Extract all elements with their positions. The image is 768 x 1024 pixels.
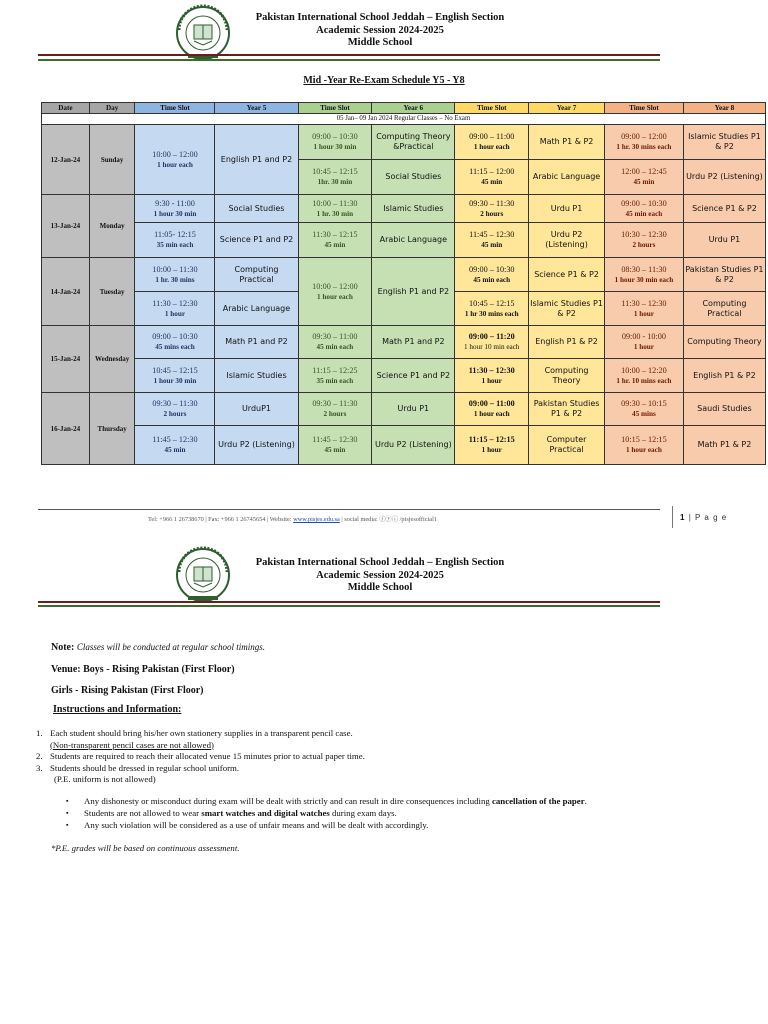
timeslot-cell bbox=[604, 426, 683, 465]
duration: 1 hour each bbox=[157, 160, 193, 169]
subject-cell: Computing Theory bbox=[683, 326, 765, 359]
timeslot-cell bbox=[604, 125, 683, 160]
time-range: 09:30 – 11:30 bbox=[312, 399, 358, 408]
day-cell: Monday bbox=[89, 195, 135, 258]
duration: 1 hour 30 min bbox=[313, 143, 357, 151]
time-range: 10:00 – 11:30 bbox=[152, 264, 198, 274]
subject-cell: Urdu P1 bbox=[683, 223, 765, 258]
duration: 1 hour each bbox=[473, 410, 510, 418]
subject-cell: Urdu P2 (Listening) bbox=[529, 223, 605, 258]
duration: 1 hour 30 min bbox=[153, 376, 197, 385]
subject-cell: Social Studies bbox=[215, 195, 298, 223]
timeslot-cell bbox=[455, 393, 529, 426]
venue-boys: Venue: Boys - Rising Pakistan (First Floor) bbox=[51, 664, 235, 675]
duration: 35 min each bbox=[156, 241, 194, 249]
header-divider-top bbox=[38, 601, 660, 603]
duration: 45 min bbox=[164, 446, 186, 454]
header-divider-bottom bbox=[38, 605, 660, 607]
duration: 1 hr 30 mins each bbox=[464, 309, 519, 318]
timeslot-cell bbox=[604, 195, 683, 223]
time-range: 11:30 – 12:15 bbox=[312, 230, 358, 239]
school-logo-seal-icon bbox=[170, 4, 236, 66]
instructions-heading: Instructions and Information: bbox=[53, 704, 182, 715]
timeslot-cell bbox=[604, 223, 683, 258]
timeslot-cell bbox=[455, 326, 529, 359]
timeslot-cell bbox=[604, 292, 683, 326]
duration: 1 hour 30 min each bbox=[614, 275, 674, 284]
social-media-icons[interactable]: ⓕⓨⓘ bbox=[379, 516, 399, 523]
duration: 1hr. 30 min bbox=[317, 178, 353, 186]
timeslot-cell bbox=[604, 359, 683, 393]
timeslot-cell bbox=[455, 359, 529, 393]
table-row bbox=[42, 223, 766, 258]
table-row bbox=[42, 326, 766, 359]
timeslot-cell bbox=[298, 326, 372, 359]
list-item bbox=[36, 763, 736, 786]
duration: 45 min bbox=[324, 446, 346, 454]
time-range: 10:30 – 12:30 bbox=[621, 230, 667, 239]
timeslot-cell bbox=[455, 223, 529, 258]
academic-session: Academic Session 2024-2025 bbox=[316, 24, 444, 36]
subject-cell: Islamic Studies P1 & P2 bbox=[529, 292, 605, 326]
time-range: 09:30 – 11:30 bbox=[152, 399, 198, 408]
duration: 1 hour bbox=[164, 309, 186, 318]
footer-social-label: | social media: bbox=[341, 516, 378, 523]
timeslot-cell bbox=[604, 393, 683, 426]
subject-cell: Math P1 and P2 bbox=[215, 326, 298, 359]
footer-separator bbox=[672, 506, 673, 528]
col-header-year7: Year 7 bbox=[529, 103, 605, 114]
duration: 1 hr. 30 mins bbox=[155, 275, 195, 284]
note-label: Note: bbox=[51, 642, 75, 653]
duration: 1 hour bbox=[633, 343, 654, 351]
subject-cell: Math P1 & P2 bbox=[683, 426, 765, 465]
time-range: 09:00 - 10:00 bbox=[621, 332, 666, 341]
subject-cell: Urdu P1 bbox=[372, 393, 455, 426]
duration: 1 hour bbox=[633, 309, 654, 318]
timeslot-cell bbox=[298, 125, 372, 160]
footer-contact: Tel: +966 1 26738670 | Fax: +966 1 26745654 | Website: bbox=[148, 516, 292, 523]
timeslot-cell bbox=[135, 426, 215, 465]
table-row bbox=[42, 258, 766, 292]
footer-contact-info bbox=[148, 514, 628, 523]
col-header-timeslot-y8: Time Slot bbox=[604, 103, 683, 114]
list-item bbox=[36, 728, 736, 751]
time-range: 11:05- 12:15 bbox=[154, 230, 196, 239]
list-item bbox=[66, 795, 746, 807]
rule-text-end: during exam days. bbox=[329, 808, 397, 818]
time-range: 12:00 – 12:45 bbox=[621, 167, 667, 176]
page-number-value: 1 bbox=[680, 513, 686, 522]
duration: 45 min each bbox=[473, 275, 511, 284]
time-range: 11:30 – 12:30 bbox=[152, 298, 198, 308]
timeslot-cell bbox=[455, 426, 529, 465]
timeslot-cell bbox=[135, 195, 215, 223]
time-range: 09:00 – 11:00 bbox=[469, 132, 515, 141]
time-range: 10:00 – 12:00 bbox=[312, 281, 358, 291]
subject-cell: English P1 & P2 bbox=[683, 359, 765, 393]
col-header-day: Day bbox=[89, 103, 135, 114]
timeslot-cell bbox=[135, 125, 215, 195]
time-range: 11:15 – 12:25 bbox=[312, 365, 358, 375]
item-number: 1. bbox=[36, 728, 43, 738]
table-row bbox=[42, 393, 766, 426]
academic-session: Academic Session 2024-2025 bbox=[316, 569, 444, 581]
duration: 1 hour each bbox=[317, 292, 353, 301]
timeslot-cell bbox=[298, 426, 372, 465]
col-header-year6: Year 6 bbox=[372, 103, 455, 114]
rule-emphasis: cancellation of the paper bbox=[492, 796, 585, 806]
duration: 45 min each bbox=[316, 343, 354, 351]
list-item bbox=[36, 751, 736, 763]
duration: 45 min bbox=[324, 241, 346, 249]
time-range: 10:00 – 12:20 bbox=[621, 365, 667, 375]
schedule-title: Mid -Year Re-Exam Schedule Y5 - Y8 bbox=[303, 75, 465, 86]
bullet-icon: ▪ bbox=[66, 797, 69, 805]
date-cell: 13-Jan-24 bbox=[42, 195, 90, 258]
day-cell: Thursday bbox=[89, 393, 135, 465]
duration: 1 hour each bbox=[626, 446, 662, 454]
time-range: 09:00 – 10:30 bbox=[621, 198, 667, 208]
time-range: 11:15 – 12:00 bbox=[469, 167, 515, 176]
col-header-year8: Year 8 bbox=[683, 103, 765, 114]
subject-cell: Urdu P1 bbox=[529, 195, 605, 223]
table-row bbox=[42, 359, 766, 393]
duration: 1 hr. 30 min bbox=[316, 209, 354, 218]
time-range: 10:45 – 12:15 bbox=[312, 167, 358, 176]
header-divider-bottom bbox=[38, 59, 660, 61]
subject-cell: Islamic Studies P1 & P2 bbox=[683, 125, 765, 160]
school-title-block bbox=[230, 557, 530, 595]
item-text: Each student should bring his/her own stationery supplies in a transparent pencil case. bbox=[50, 728, 353, 738]
subject-cell: Math P1 and P2 bbox=[372, 326, 455, 359]
day-cell: Sunday bbox=[89, 125, 135, 195]
subject-cell: Computing Theory &Practical bbox=[372, 125, 455, 160]
timeslot-cell bbox=[298, 258, 372, 326]
timeslot-cell bbox=[604, 160, 683, 195]
subject-cell: Pakistan Studies P1 & P2 bbox=[529, 393, 605, 426]
duration: 1 hr. 10 mins each bbox=[616, 376, 672, 385]
timeslot-cell bbox=[135, 223, 215, 258]
time-range: 09:00 – 11:20 bbox=[468, 332, 515, 341]
duration: 1 hr. 30 mins each bbox=[616, 143, 672, 151]
time-range: 11:45 – 12:30 bbox=[469, 230, 515, 239]
time-range: 11:30 – 12:30 bbox=[621, 298, 667, 308]
item-number: 3. bbox=[36, 762, 43, 773]
time-range: 11:15 – 12:15 bbox=[468, 435, 515, 444]
time-range: 10:00 – 12:00 bbox=[152, 149, 198, 159]
note bbox=[51, 642, 265, 653]
duration: 2 hours bbox=[323, 410, 347, 418]
item-subnote: (Non-transparent pencil cases are not allowed) bbox=[50, 739, 214, 750]
table-note-row bbox=[42, 114, 766, 125]
duration: 1 hour each bbox=[473, 143, 510, 151]
venue-girls: Girls - Rising Pakistan (First Floor) bbox=[51, 685, 204, 696]
item-text: Students are required to reach their allocated venue 15 minutes prior to actual paper time. bbox=[50, 751, 365, 761]
duration: 45 min bbox=[481, 241, 503, 249]
duration: 1 hour 30 min bbox=[153, 209, 197, 218]
time-range: 10:15 – 12:15 bbox=[621, 435, 667, 444]
timeslot-cell bbox=[135, 359, 215, 393]
subject-cell: Social Studies bbox=[372, 160, 455, 195]
subject-cell: Math P1 & P2 bbox=[529, 125, 605, 160]
timeslot-cell bbox=[455, 292, 529, 326]
timeslot-cell bbox=[604, 326, 683, 359]
time-range: 9:30 - 11:00 bbox=[155, 198, 195, 208]
subject-cell: English P1 and P2 bbox=[215, 125, 298, 195]
item-text: Students should be dressed in regular school uniform. bbox=[50, 762, 240, 773]
day-cell: Tuesday bbox=[89, 258, 135, 326]
time-range: 09:00 – 10:30 bbox=[469, 264, 515, 274]
time-range: 11:45 – 12:30 bbox=[152, 435, 198, 444]
school-section: Middle School bbox=[347, 582, 413, 593]
subject-cell: UrduP1 bbox=[215, 393, 298, 426]
bullet-icon: ▪ bbox=[66, 821, 69, 829]
subject-cell: Arabic Language bbox=[529, 160, 605, 195]
subject-cell: Computing Practical bbox=[215, 258, 298, 292]
duration: 1 hour bbox=[481, 376, 502, 385]
subject-cell: Computing Theory bbox=[529, 359, 605, 393]
subject-cell: Science P1 & P2 bbox=[529, 258, 605, 292]
duration: 45 min bbox=[633, 178, 655, 186]
timeslot-cell bbox=[298, 160, 372, 195]
time-range: 09:30 – 11:30 bbox=[469, 198, 515, 208]
list-item bbox=[66, 819, 746, 831]
col-header-timeslot-y6: Time Slot bbox=[298, 103, 372, 114]
timeslot-cell bbox=[455, 125, 529, 160]
date-cell: 16-Jan-24 bbox=[42, 393, 90, 465]
time-range: 11:45 – 12:30 bbox=[312, 435, 358, 444]
item-number: 2. bbox=[36, 751, 43, 761]
subject-cell: Science P1 and P2 bbox=[372, 359, 455, 393]
time-range: 11:30 – 12:30 bbox=[468, 365, 515, 375]
timeslot-cell bbox=[135, 258, 215, 292]
social-handle: /pisjesofficial1 bbox=[399, 516, 437, 523]
timeslot-cell bbox=[135, 393, 215, 426]
date-cell: 14-Jan-24 bbox=[42, 258, 90, 326]
date-cell: 15-Jan-24 bbox=[42, 326, 90, 393]
duration: 1 hour bbox=[481, 446, 502, 454]
subject-cell: Urdu P2 (Listening) bbox=[683, 160, 765, 195]
duration: 2 hours bbox=[632, 241, 656, 249]
school-name: Pakistan International School Jeddah – English Section bbox=[255, 12, 505, 23]
date-cell: 12-Jan-24 bbox=[42, 125, 90, 195]
subject-cell: Islamic Studies bbox=[372, 195, 455, 223]
rule-text: Any dishonesty or misconduct during exam will be dealt with strictly and can result in dire consequences including bbox=[84, 796, 492, 806]
time-range: 10:45 – 12:15 bbox=[469, 298, 515, 308]
bullet-icon: ▪ bbox=[66, 809, 69, 817]
duration: 45 mins bbox=[632, 410, 656, 418]
page-number bbox=[680, 513, 727, 522]
duration: 1 hour 10 min each bbox=[464, 343, 520, 351]
website-link[interactable]: www.pisjes.edu.sa bbox=[293, 516, 340, 523]
page-label: | P a g e bbox=[688, 513, 728, 522]
duration: 45 min bbox=[481, 178, 503, 186]
subject-cell: Arabic Language bbox=[372, 223, 455, 258]
school-logo bbox=[170, 546, 236, 608]
time-range: 09:30 – 11:00 bbox=[312, 332, 358, 341]
table-row bbox=[42, 125, 766, 160]
duration: 45 mins each bbox=[155, 343, 195, 351]
subject-cell: Computer Practical bbox=[529, 426, 605, 465]
subject-cell: Urdu P2 (Listening) bbox=[372, 426, 455, 465]
school-section: Middle School bbox=[347, 37, 413, 48]
subject-cell: Islamic Studies bbox=[215, 359, 298, 393]
school-title-block bbox=[230, 12, 530, 50]
rule-emphasis: smart watches and digital watches bbox=[201, 808, 330, 818]
exam-schedule-table bbox=[41, 102, 766, 465]
rule-text: Any such violation will be considered as a use of unfair means and will be dealt with accordingly. bbox=[84, 820, 429, 830]
subject-cell: Computing Practical bbox=[683, 292, 765, 326]
regular-classes-note: 05 Jan– 09 Jan 2024 Regular Classes – No Exam bbox=[42, 114, 766, 125]
table-row bbox=[42, 426, 766, 465]
timeslot-cell bbox=[455, 195, 529, 223]
day-cell: Wednesday bbox=[89, 326, 135, 393]
table-row bbox=[42, 195, 766, 223]
duration: 45 min each bbox=[625, 209, 663, 218]
timeslot-cell bbox=[298, 359, 372, 393]
timeslot-cell bbox=[455, 258, 529, 292]
col-header-year5: Year 5 bbox=[215, 103, 298, 114]
duration: 35 min each bbox=[316, 376, 354, 385]
subject-cell: Science P1 and P2 bbox=[215, 223, 298, 258]
school-name: Pakistan International School Jeddah – English Section bbox=[255, 557, 505, 568]
time-range: 09:00 – 10:30 bbox=[312, 132, 358, 141]
duration: 2 hours bbox=[480, 209, 504, 218]
subject-cell: English P1 & P2 bbox=[529, 326, 605, 359]
time-range: 09:00 – 10:30 bbox=[152, 332, 198, 341]
school-logo bbox=[170, 4, 236, 66]
footer-divider bbox=[38, 509, 660, 510]
school-logo-seal-icon bbox=[170, 546, 236, 608]
rule-text: Students are not allowed to wear bbox=[84, 808, 202, 818]
col-header-date: Date bbox=[42, 103, 90, 114]
subject-cell: Urdu P2 (Listening) bbox=[215, 426, 298, 465]
subject-cell: Pakistan Studies P1 & P2 bbox=[683, 258, 765, 292]
col-header-timeslot-y7: Time Slot bbox=[455, 103, 529, 114]
timeslot-cell bbox=[298, 393, 372, 426]
table-header-row bbox=[42, 103, 766, 114]
time-range: 09:00 – 11:00 bbox=[468, 399, 515, 408]
timeslot-cell bbox=[455, 160, 529, 195]
timeslot-cell bbox=[604, 258, 683, 292]
timeslot-cell bbox=[298, 195, 372, 223]
subject-cell: Arabic Language bbox=[215, 292, 298, 326]
rule-text-end: . bbox=[584, 796, 587, 806]
pe-grades-note: *P.E. grades will be based on continuous assessment. bbox=[51, 843, 240, 853]
item-subnote: (P.E. uniform is not allowed) bbox=[54, 774, 156, 784]
list-item bbox=[66, 807, 746, 819]
time-range: 08:30 – 11:30 bbox=[621, 264, 667, 274]
time-range: 09:30 – 10:15 bbox=[621, 399, 667, 408]
header-divider-top bbox=[38, 54, 660, 56]
subject-cell: English P1 and P2 bbox=[372, 258, 455, 326]
note-text: Classes will be conducted at regular school timings. bbox=[76, 642, 265, 652]
subject-cell: Science P1 & P2 bbox=[683, 195, 765, 223]
timeslot-cell bbox=[135, 326, 215, 359]
time-range: 10:00 – 11:30 bbox=[312, 198, 358, 208]
col-header-timeslot-y5: Time Slot bbox=[135, 103, 215, 114]
time-range: 09:00 – 12:00 bbox=[621, 132, 667, 141]
timeslot-cell bbox=[298, 223, 372, 258]
timeslot-cell bbox=[135, 292, 215, 326]
duration: 2 hours bbox=[163, 410, 187, 418]
time-range: 10:45 – 12:15 bbox=[152, 365, 198, 375]
rules-list bbox=[66, 795, 746, 831]
instructions-list bbox=[36, 728, 736, 786]
subject-cell: Saudi Studies bbox=[683, 393, 765, 426]
